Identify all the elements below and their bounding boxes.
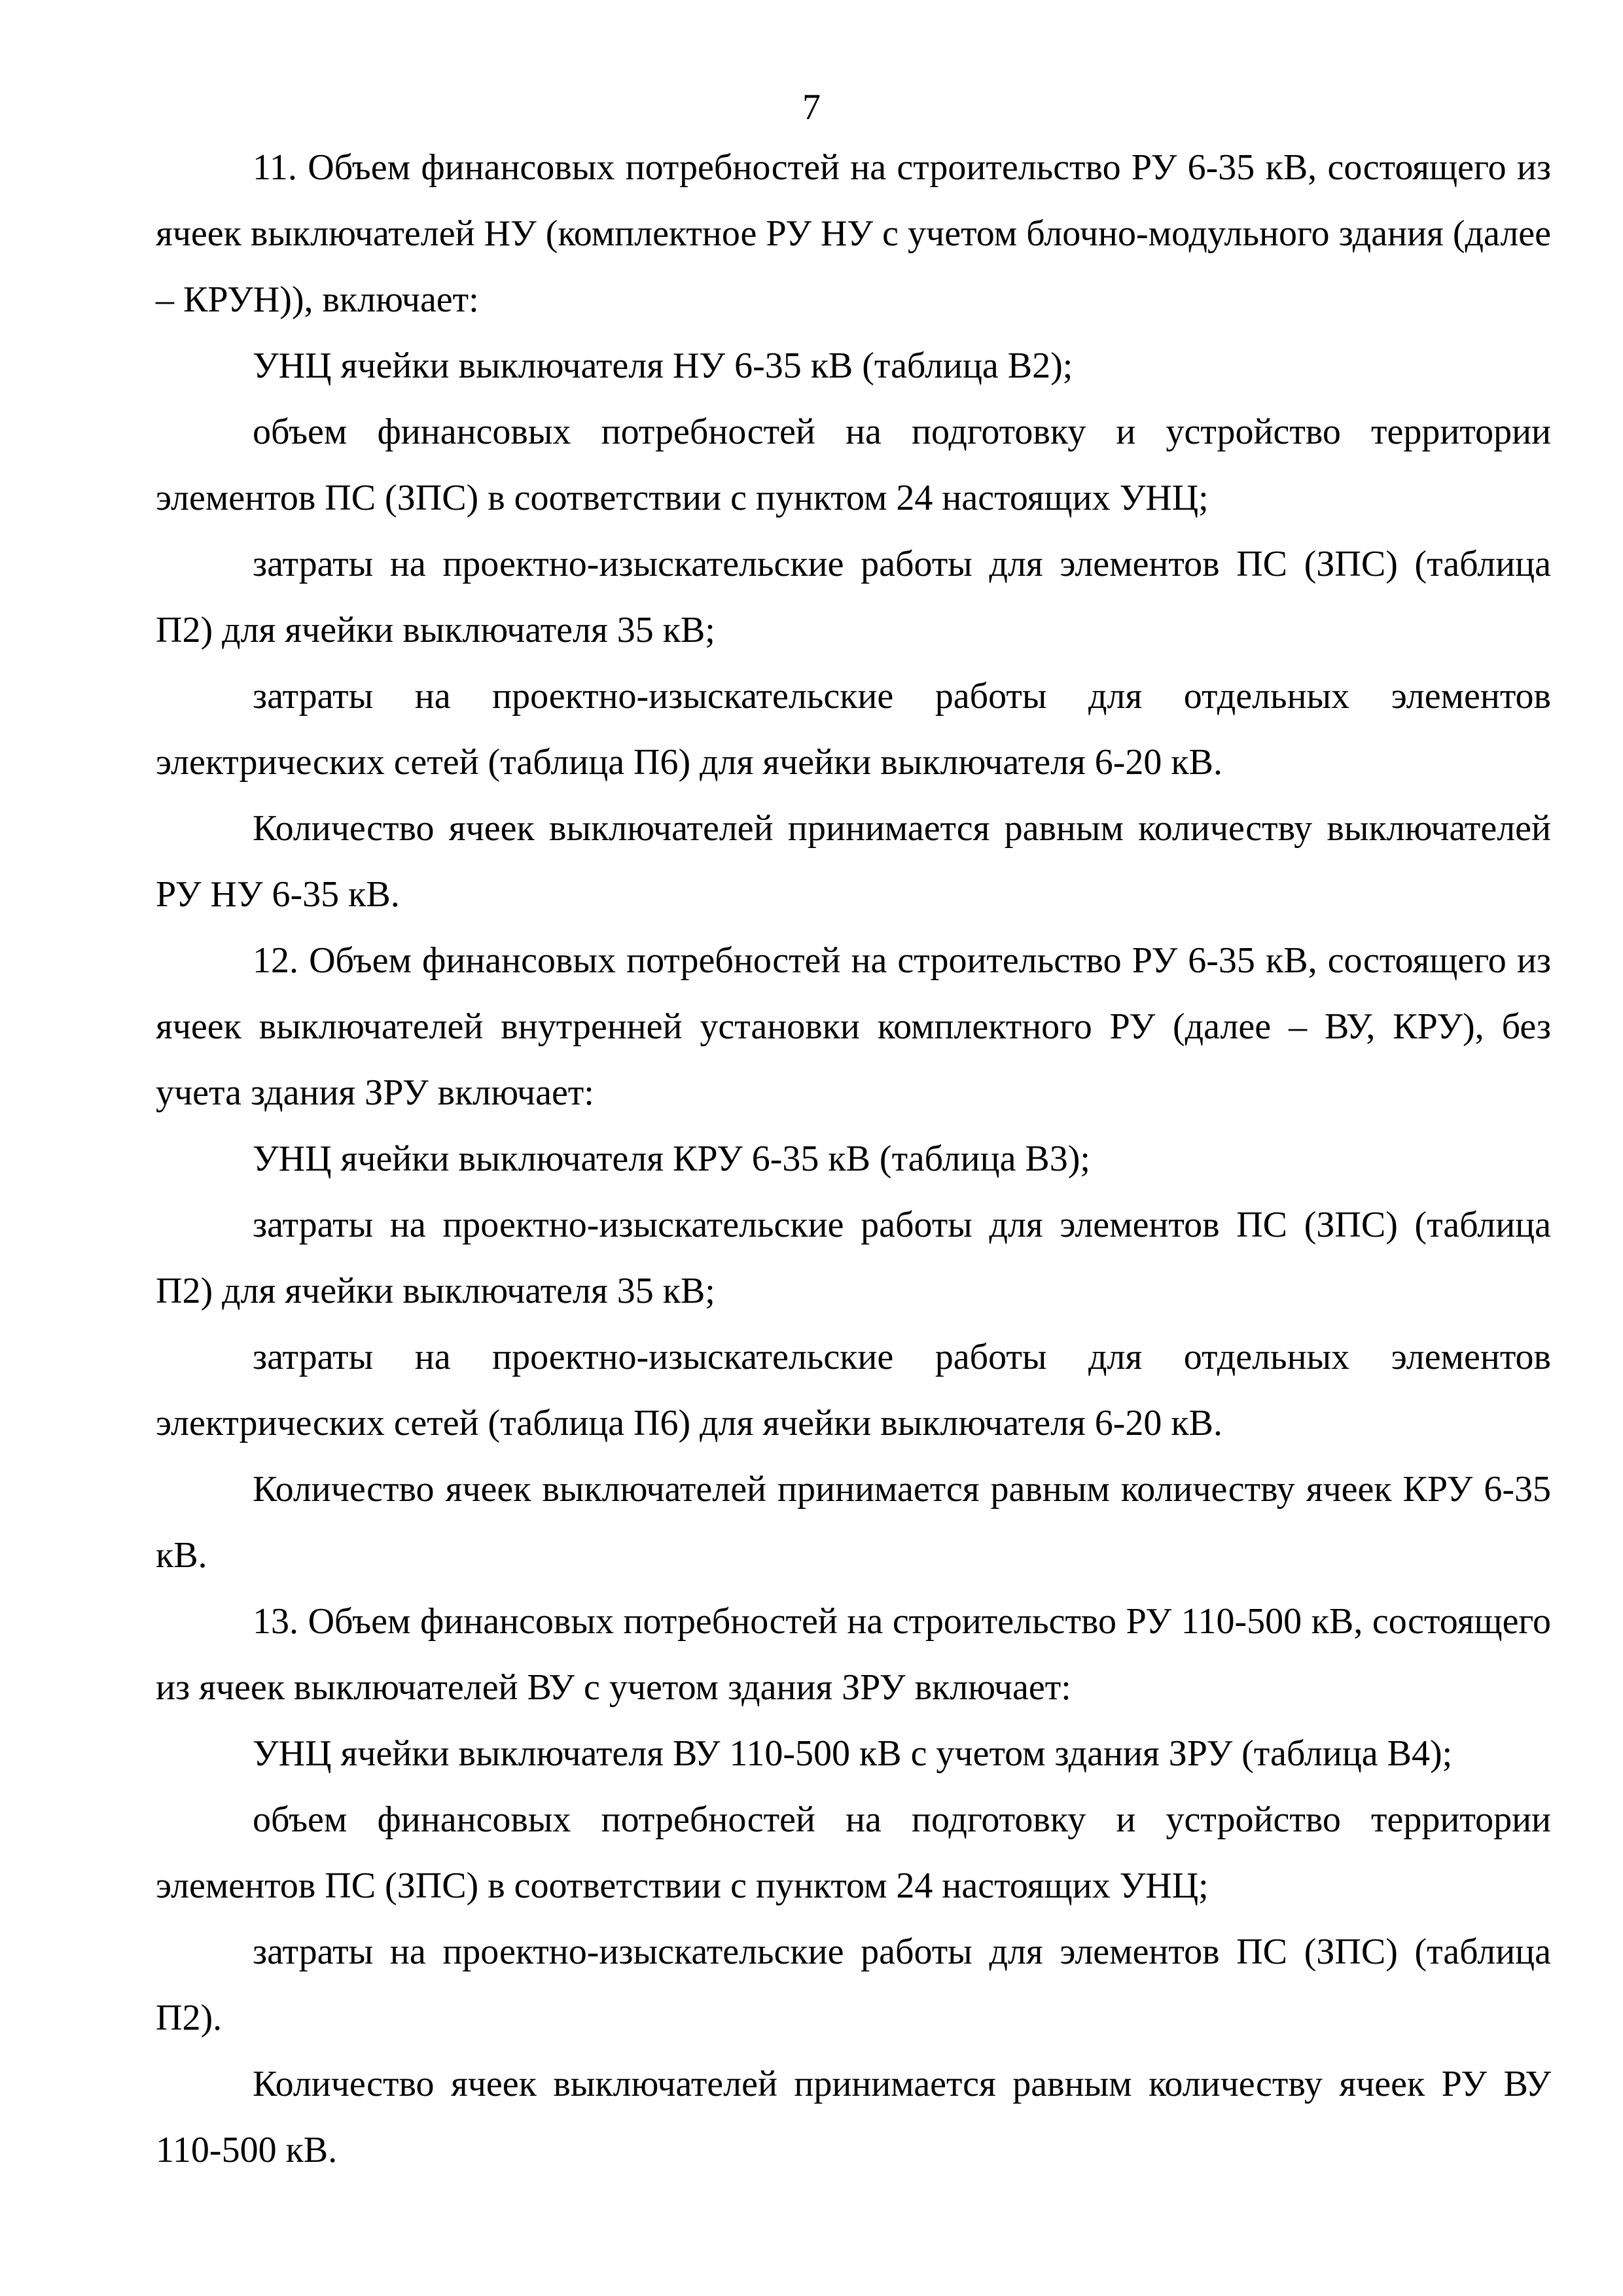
paragraph-list-item: УНЦ ячейки выключателя ВУ 110-500 кВ с учетом здания ЗРУ (таблица В4);: [253, 1733, 1453, 1774]
paragraph-note: Количество ячеек выключателей принимается равным количеству выключателей РУ НУ 6-35 кВ.: [156, 808, 1551, 915]
paragraph-list-item: затраты на проектно-изыскательские работы для элементов ПС (ЗПС) (таблица П2) для ячейки выключателя 35 кВ;: [156, 1205, 1551, 1311]
paragraph-list-item: затраты на проектно-изыскательские работы для элементов ПС (ЗПС) (таблица П2) для ячейки выключателя 35 кВ;: [156, 544, 1551, 650]
paragraph-list-item: объем финансовых потребностей на подготовку и устройство территории элементов ПС (ЗПС) в соответствии с пунктом 24 настоящих УНЦ;: [156, 1799, 1551, 1906]
paragraph-list-item: затраты на проектно-изыскательские работы для отдельных элементов электрических сетей (таблица П6) для ячейки выключателя 6-20 кВ.: [156, 676, 1551, 783]
paragraph-list-item: УНЦ ячейки выключателя КРУ 6-35 кВ (таблица В3);: [253, 1139, 1090, 1179]
paragraph-note: Количество ячеек выключателей принимается равным количеству ячеек КРУ 6-35 кВ.: [156, 1469, 1551, 1576]
paragraph-item-11: 11. Объем финансовых потребностей на строительство РУ 6-35 кВ, состоящего из ячеек выключателей НУ (комплектное РУ НУ с учетом блочно-модульного здания (далее – КРУН)), включает:: [156, 147, 1551, 320]
paragraph-note: Количество ячеек выключателей принимается равным количеству ячеек РУ ВУ 110-500 кВ.: [156, 2064, 1551, 2170]
paragraph-list-item: объем финансовых потребностей на подготовку и устройство территории элементов ПС (ЗПС) в соответствии с пунктом 24 настоящих УНЦ;: [156, 412, 1551, 518]
document-body: [156, 135, 1551, 2183]
paragraph-item-12: 12. Объем финансовых потребностей на строительство РУ 6-35 кВ, состоящего из ячеек выключателей внутренней установки комплектного РУ (далее – ВУ, КРУ), без учета здания ЗРУ включает:: [156, 940, 1551, 1113]
paragraph-list-item: затраты на проектно-изыскательские работы для элементов ПС (ЗПС) (таблица П2).: [156, 1932, 1551, 2038]
paragraph-list-item: затраты на проектно-изыскательские работы для отдельных элементов электрических сетей (таблица П6) для ячейки выключателя 6-20 кВ.: [156, 1337, 1551, 1443]
page-number: 7: [802, 87, 821, 128]
paragraph-item-13: 13. Объем финансовых потребностей на строительство РУ 110-500 кВ, состоящего из ячеек выключателей ВУ с учетом здания ЗРУ включает:: [156, 1601, 1551, 1708]
paragraph-list-item: УНЦ ячейки выключателя НУ 6-35 кВ (таблица В2);: [253, 345, 1073, 386]
